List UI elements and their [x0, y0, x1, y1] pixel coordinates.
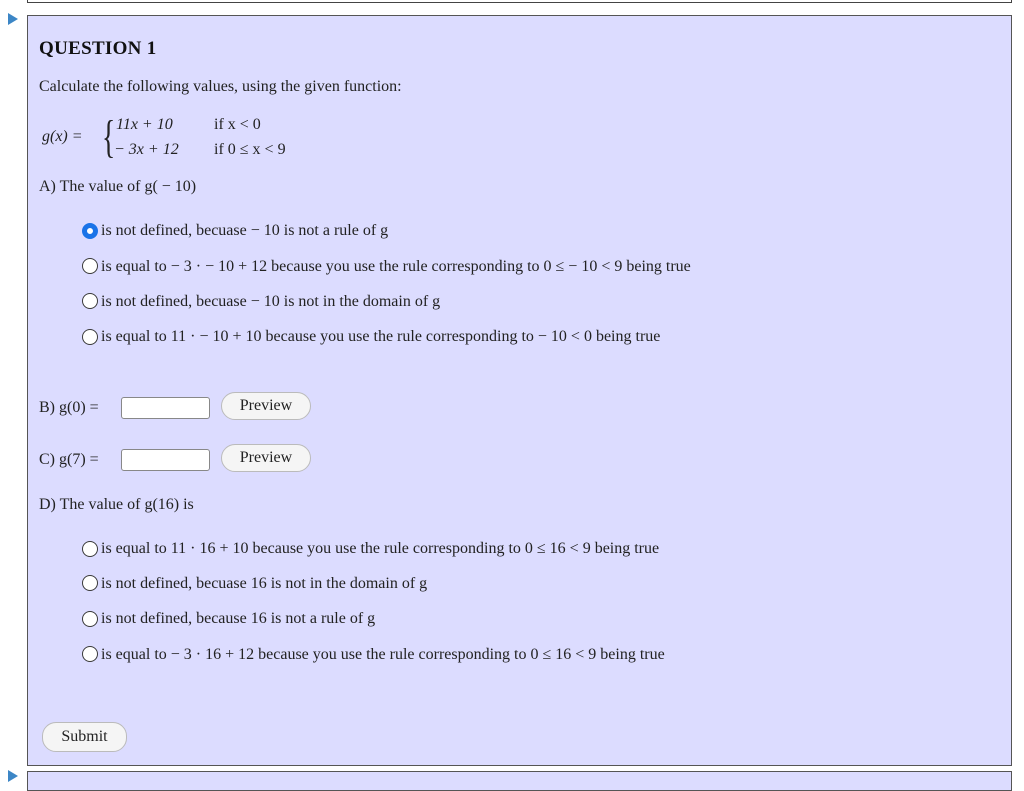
- part-d-option-3-label[interactable]: is not defined, because 16 is not a rule of g: [101, 610, 376, 627]
- part-a-option-2-label[interactable]: is equal to − 3 · − 10 + 12 because you use the rule corresponding to 0 ≤ − 10 < 9 being true: [101, 258, 691, 275]
- submit-button[interactable]: Submit: [42, 722, 127, 752]
- part-a-option-3-label[interactable]: is not defined, becuase − 10 is not in the domain of g: [101, 293, 441, 310]
- part-a-option-1-label[interactable]: is not defined, becuase − 10 is not a rule of g: [101, 222, 389, 239]
- part-d-option-2-label[interactable]: is not defined, becuase 16 is not in the domain of g: [101, 575, 428, 592]
- previous-panel-edge: [27, 0, 1012, 3]
- part-c-preview-button[interactable]: Preview: [221, 444, 311, 472]
- part-c-label: C) g(7) =: [39, 451, 99, 468]
- part-d-option-1-label[interactable]: is equal to 11 · 16 + 10 because you use the rule corresponding to 0 ≤ 16 < 9 being true: [101, 540, 660, 557]
- question-intro: Calculate the following values, using the given function:: [39, 78, 402, 95]
- part-d-radio-2[interactable]: [82, 575, 98, 591]
- part-b-answer-input[interactable]: [121, 397, 210, 419]
- part-a-radio-4[interactable]: [82, 329, 98, 345]
- part-d-prompt: D) The value of g(16) is: [39, 496, 194, 513]
- piecewise-brace: {: [102, 111, 116, 162]
- part-a-option-4-label[interactable]: is equal to 11 · − 10 + 10 because you use the rule corresponding to − 10 < 0 being true: [101, 328, 661, 345]
- part-b-label: B) g(0) =: [39, 399, 99, 416]
- question-title: QUESTION 1: [39, 38, 157, 59]
- part-a-radio-3[interactable]: [82, 293, 98, 309]
- part-a-prompt: A) The value of g( − 10): [39, 178, 197, 195]
- part-a-radio-2[interactable]: [82, 258, 98, 274]
- next-question-panel: [27, 771, 1012, 791]
- part-b-preview-button[interactable]: Preview: [221, 392, 311, 420]
- part-d-radio-3[interactable]: [82, 611, 98, 627]
- case1-condition: if x < 0: [214, 116, 261, 133]
- next-collapse-triangle-icon[interactable]: [8, 770, 18, 782]
- part-d-option-4-label[interactable]: is equal to − 3 · 16 + 12 because you use the rule corresponding to 0 ≤ 16 < 9 being true: [101, 646, 665, 663]
- part-d-radio-4[interactable]: [82, 646, 98, 662]
- case2-expression: − 3x + 12: [114, 141, 179, 158]
- part-d-radio-1[interactable]: [82, 541, 98, 557]
- part-c-answer-input[interactable]: [121, 449, 210, 471]
- collapse-triangle-icon[interactable]: [8, 13, 18, 25]
- part-a-radio-1[interactable]: [82, 223, 98, 239]
- question-panel: [27, 15, 1012, 766]
- case2-condition: if 0 ≤ x < 9: [214, 141, 286, 158]
- case1-expression: 11x + 10: [116, 116, 173, 133]
- function-lhs: g(x) =: [42, 128, 83, 145]
